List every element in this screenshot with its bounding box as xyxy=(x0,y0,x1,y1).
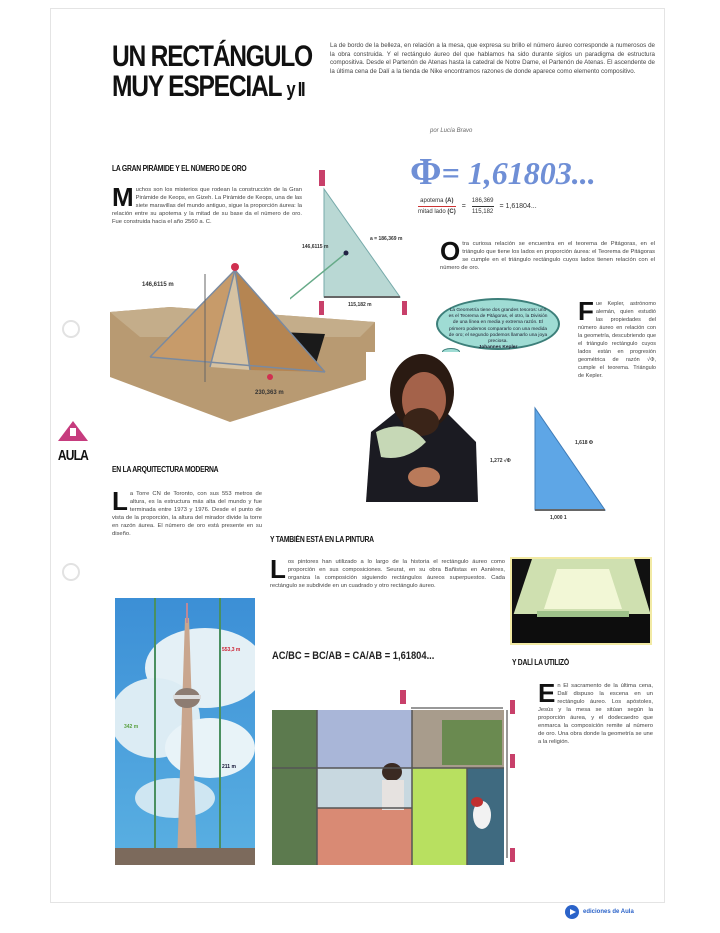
pyramid-body: uchos son los misterios que rodean la construcción de la Gran Pirámide de Keops, en Gizeh. La Pirámide de Keops, una de las siete maravillas del mundo antiguo, sigue la proporción áurea: la relación entre su apotema y la mitad de su base da el número de oro. Fue construida hacia el año 2560 a. C. xyxy=(112,187,302,225)
publisher-logo xyxy=(565,905,634,919)
tower-total-label: 553,3 m xyxy=(222,647,241,653)
binder-hole xyxy=(62,563,80,581)
drop-cap: E xyxy=(538,678,556,708)
drop-cap: O xyxy=(440,236,461,266)
dali-body: n El sacramento de la última cena, Dalí dispuso la escena en un rectángulo áureo. Los apóstoles, Jesús y la mesa se sitúan según la proporción áurea, y el dodecaedro que enmarca la composición remite al número de oro. Una obra donde la geometría se une a la religión. xyxy=(538,683,653,745)
phi-ratio xyxy=(418,198,537,215)
title-line-1: UN RECTÁNGULO xyxy=(112,40,312,73)
section-heading-painting: Y TAMBIÉN ESTÁ EN LA PINTURA xyxy=(270,535,374,544)
quote-text: La Geometría tiene dos grandes tesoros: uno es el Teorema de Pitágoras, el otro, la División de una línea en media y extrema razón. El primero podemos compararlo con una medida de oro; el segundo podemos llamarlo una joya preciosa. xyxy=(448,308,548,345)
tower-left-label: 342 m xyxy=(124,724,139,730)
kepler-sidebar-text xyxy=(578,296,656,380)
pythagoras-body: tra curiosa relación se encuentra en el teorema de Pitágoras, en el triángulo que tiene los lados en proporción áurea: el Teorema de Pitágoras se cumple en el triángulo rectángulo cuyos lados tienen relación con el número de oro. xyxy=(440,241,655,271)
cn-tower-image xyxy=(115,598,255,865)
kepler-sidebar-body: ue Kepler, astrónomo alemán, quien estudió las propiedades del número áureo en relación con la geometría, descubriendo que el triángulo rectángulo cuyos lados están en progresión geométrica de razón √Φ, cumple el teorema. Triángulo de Kepler. xyxy=(578,301,656,379)
ratio-result: = 1,61804... xyxy=(499,203,537,210)
dali-last-supper-image xyxy=(510,557,652,645)
quote-author: Johannes Kepler xyxy=(478,345,518,351)
ratio-num-label: apotema xyxy=(420,198,444,204)
ratio-num-value: 186,369 xyxy=(471,198,494,204)
bottom-value: 1,000 xyxy=(550,515,563,521)
dali-text xyxy=(538,678,653,746)
drop-cap: F xyxy=(578,296,594,326)
drop-cap: L xyxy=(270,554,286,584)
ratio-den-value: 115,182 xyxy=(472,209,494,215)
kepler-hyp-label xyxy=(575,440,593,446)
publisher-name: ediciones de Aula xyxy=(583,909,634,915)
tri-hyp-label: a = 186,369 m xyxy=(370,236,403,242)
ratio-num-var: (A) xyxy=(445,198,454,204)
aula-logo xyxy=(54,420,92,472)
drop-cap: L xyxy=(112,486,128,516)
left-symbol: √Φ xyxy=(503,458,511,464)
pythagoras-text xyxy=(440,236,655,272)
ratio-den-var: (C) xyxy=(447,209,456,215)
phi-equals: = xyxy=(441,155,460,191)
ratio-values xyxy=(472,198,494,215)
tower-right-label: 211 m xyxy=(222,764,236,770)
article-title xyxy=(112,42,342,105)
intro-paragraph: La de bordo de la belleza, en relación a la mesa, que expresa su brillo el número áureo corresponde a numerosos de la obra construida. Y el rectángulo áureo del que hablamos ha sido durante siglos un paradigma de estructura compositiva. Desde el Partenón de Atenas hasta la catedral de Notre Dame, el Partenón de Atenas. El ascendente de la última cena de Dalí a la tienda de Nike encontramos razones de donde aparece como elemento compositivo. xyxy=(330,42,655,76)
bottom-symbol: 1 xyxy=(563,515,567,521)
golden-ratio-formula: AC/BC = BC/AB = CA/AB = 1,61804... xyxy=(272,650,435,662)
aula-logo-text: AULA xyxy=(57,447,89,464)
title-suffix: y II xyxy=(286,79,305,101)
binder-hole xyxy=(62,320,80,338)
play-icon xyxy=(565,905,579,919)
ratio-den-label: mitad lado xyxy=(418,209,446,215)
left-value: 1,272 xyxy=(490,458,503,464)
tri-bottom-label: 115,182 m xyxy=(348,302,372,308)
ratio-fraction xyxy=(418,198,456,215)
hyp-symbol: Φ xyxy=(588,440,594,446)
section-heading-architecture: EN LA ARQUITECTURA MODERNA xyxy=(112,465,219,474)
hyp-value: 1,618 xyxy=(575,440,588,446)
byline: por Lucía Bravo xyxy=(430,128,473,134)
architecture-text xyxy=(112,486,262,538)
phi-value: 1,61803... xyxy=(467,155,596,191)
kepler-portrait xyxy=(366,352,478,502)
ratio-equals: = xyxy=(461,203,466,210)
quote-bubble xyxy=(436,298,560,350)
phi-formula xyxy=(410,150,596,194)
painting-body: os pintores han utilizado a lo largo de la historia el rectángulo áureo como proporción en sus composiciones. Seurat, en su obra Bañistas en Asnières, organiza la composición siguiendo rectángulos áureos superpuestos. Cada rectángulo se subdivide en un cuadrado y otro rectángulo áureo. xyxy=(270,559,505,589)
phi-symbol: Φ xyxy=(410,151,442,193)
painting-measure-lines xyxy=(395,688,525,868)
kepler-triangle xyxy=(530,405,610,515)
pyramid-base-label: 230,363 m xyxy=(255,390,284,396)
title-line-2: MUY ESPECIAL xyxy=(112,70,281,103)
painting-text xyxy=(270,554,505,590)
architecture-body: a Torre CN de Toronto, con sus 553 metros de altura, es la estructura más alta del mundo y fue terminada entre 1973 y 1976. Desde el punto de vista de la proporción, la altura del mirador divide la torre en razón áurea. El número de oro está presente en su diseño. xyxy=(112,491,262,537)
drop-cap: M xyxy=(112,182,134,212)
kepler-left-label xyxy=(490,458,511,464)
pyramid-height-label: 146,6115 m xyxy=(142,282,174,288)
section-heading-dali: Y DALÍ LA UTILIZÓ xyxy=(512,658,569,667)
kepler-bottom-label xyxy=(550,515,567,521)
section-heading-pyramid: LA GRAN PIRÁMIDE Y EL NÚMERO DE ORO xyxy=(112,164,247,173)
pyramid-text xyxy=(112,182,302,226)
tri-left-label: 146,6115 m xyxy=(302,244,329,250)
